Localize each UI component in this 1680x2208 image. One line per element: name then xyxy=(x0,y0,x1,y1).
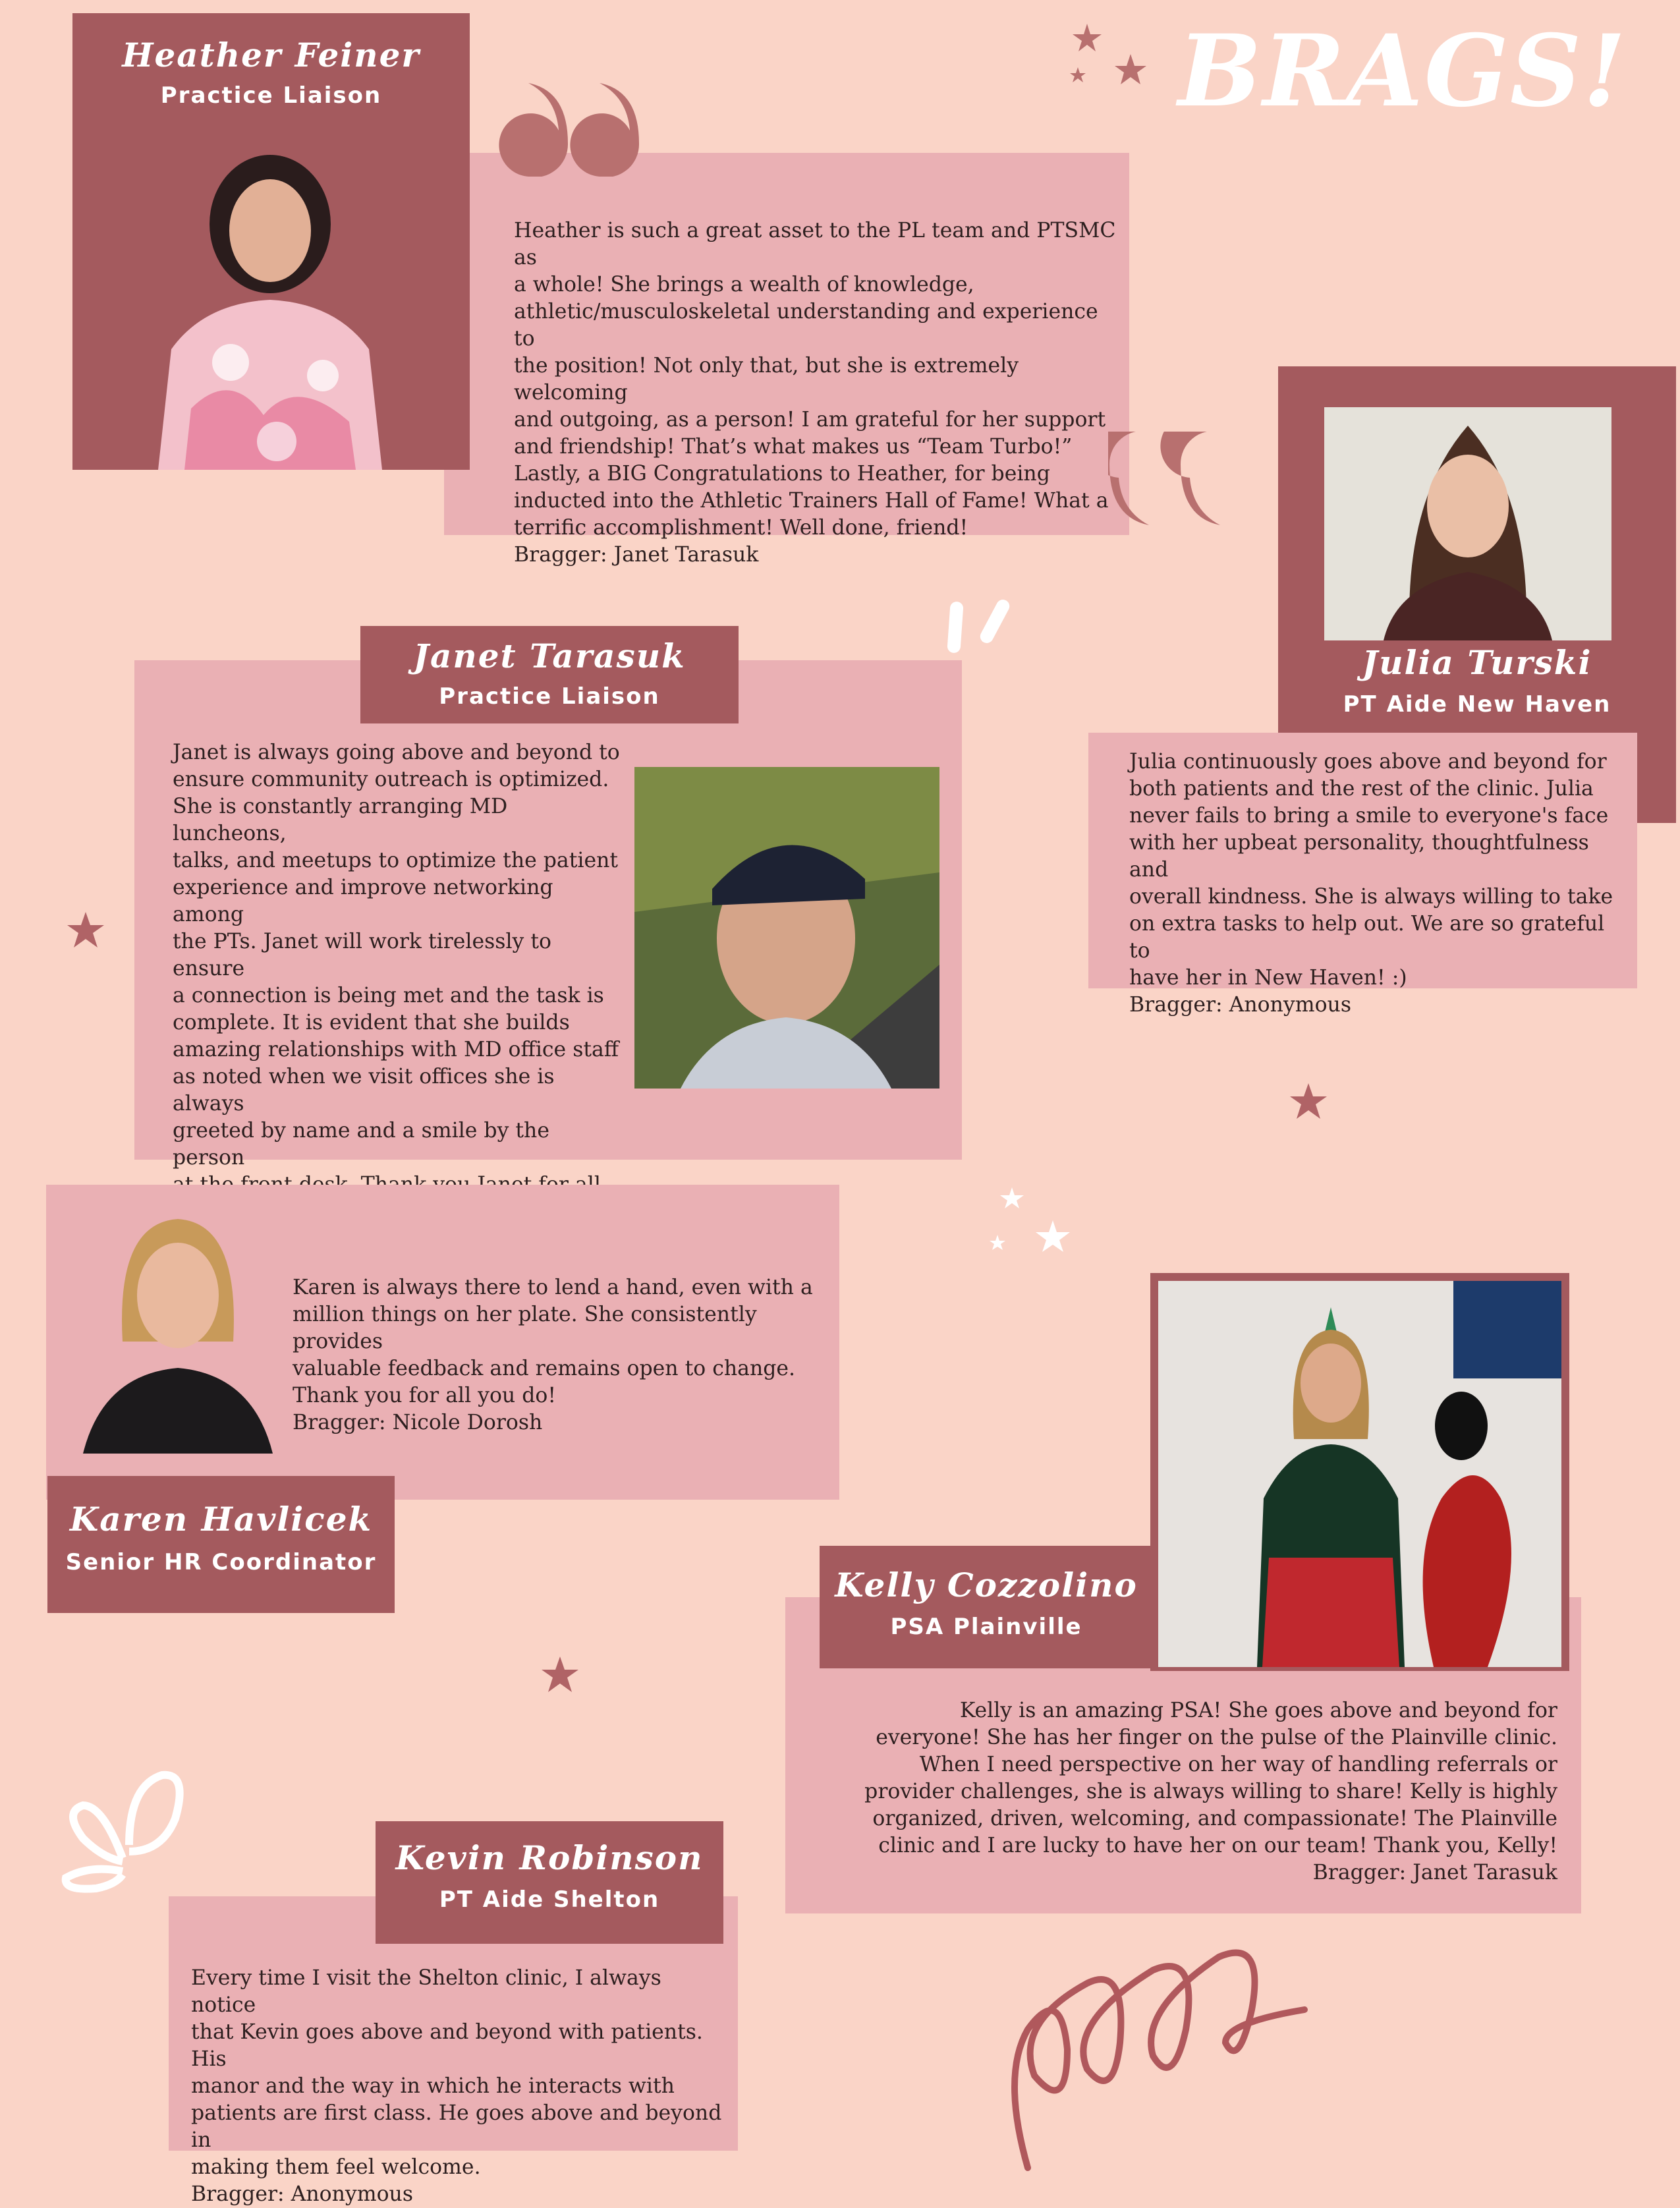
brag-text: Karen is always there to lend a hand, even with a million things on her plate. She consistently provides valuable feedback and remains open to change. Thank you for all you do! Bragger: Nicole Dorosh xyxy=(293,1276,813,1434)
brag-text: Kelly is an amazing PSA! She goes above and beyond for everyone! She has her finger on the pulse of the Plainville clinic. When I need perspective on her way of handling referrals or provider challenges, she is always willing to share! Kelly is highly organized, driven, welcoming, and compassionate! The Plainville clinic and I are lucky to have her on our team! Thank you, Kelly! Bragger: Janet Tarasuk xyxy=(864,1699,1557,1884)
brag-text: Every time I visit the Shelton clinic, I always notice that Kevin goes above and beyond with patients. His manor and the way in which he interacts with patients are first class. He goes above and beyond in making them feel welcome. Bragger: Anonymous xyxy=(191,1966,722,2206)
star-icon xyxy=(65,909,107,951)
photo-kelly-cozzolino xyxy=(1158,1281,1561,1667)
brag-text: Julia continuously goes above and beyond for both patients and the rest of the clinic. Julia never fails to bring a smile to everyone's face with her upbeat personality, thoughtfulness and overall kindness. She is always willing to take on extra tasks to help out. We are so grateful to have her in New Haven! :) Bragger: Anonymous xyxy=(1129,750,1613,1017)
brag-name-card-karen xyxy=(47,1476,395,1613)
brag-name: Karen Havlicek xyxy=(69,1500,373,1539)
photo-heather-feiner xyxy=(132,132,408,470)
star-icon xyxy=(1067,20,1146,99)
brag-text: Heather is such a great asset to the PL team and PTSMC as a whole! She brings a wealth of knowledge, athletic/musculoskeletal understanding and experience to the position! Not only that, but she is extremely welcoming and outgoing, as a person! I am grateful for her support and friendship! That’s what makes us “Team Turbo!” Lastly, a BIG Congratulations to Heather, for being inducted into the Athletic Trainers Hall of Fame! What a terrific accomplishment! Well done, friend! Bragger: Janet Tarasuk xyxy=(514,219,1116,567)
brag-text-card-julia xyxy=(1088,733,1637,1017)
star-icon xyxy=(539,1654,581,1696)
brag-role: Practice Liaison xyxy=(439,683,660,710)
sparkle-icon xyxy=(942,596,1021,662)
brag-role: Practice Liaison xyxy=(160,82,382,109)
brag-name: Kelly Cozzolino xyxy=(835,1566,1138,1604)
brag-role: PT Aide Shelton xyxy=(439,1886,660,1913)
brag-name-card-kelly xyxy=(820,1546,1153,1668)
photo-julia-turski xyxy=(1324,407,1611,640)
brag-name-card-janet xyxy=(360,626,739,723)
brag-name: Janet Tarasuk xyxy=(413,637,686,675)
star-icon xyxy=(1287,1081,1330,1123)
brag-role: Senior HR Coordinator xyxy=(65,1549,377,1575)
brag-text: Janet is always going above and beyond to ensure community outreach is optimized. She is constantly arranging MD luncheons, talks, and meetups to optimize the patient experience and improve networking among the PTs. Janet will work tirelessly to ensure a connection is being met and the task is complete. It is evident that she builds amazing relationships with MD office staff as noted when we visit offices she is always greeted by name and a smile by the person xyxy=(173,741,620,1170)
page-title: BRAGS! xyxy=(1178,13,1628,129)
brag-name: Julia Turski xyxy=(1362,643,1592,682)
squiggle-icon xyxy=(988,1944,1331,2174)
brag-name-card-kevin xyxy=(376,1821,723,1944)
sparkle-icon xyxy=(57,1766,195,1898)
brag-name: Kevin Robinson xyxy=(395,1838,704,1877)
brag-role: PSA Plainville xyxy=(890,1614,1082,1640)
open-quote-icon xyxy=(495,78,640,177)
brag-name: Heather Feiner xyxy=(122,36,420,74)
close-quote-icon xyxy=(1108,432,1253,530)
sparkle-icon xyxy=(983,1186,1075,1265)
brag-role: PT Aide New Haven xyxy=(1343,691,1611,718)
photo-janet-tarasuk xyxy=(634,767,939,1089)
photo-karen-havlicek xyxy=(76,1210,279,1454)
